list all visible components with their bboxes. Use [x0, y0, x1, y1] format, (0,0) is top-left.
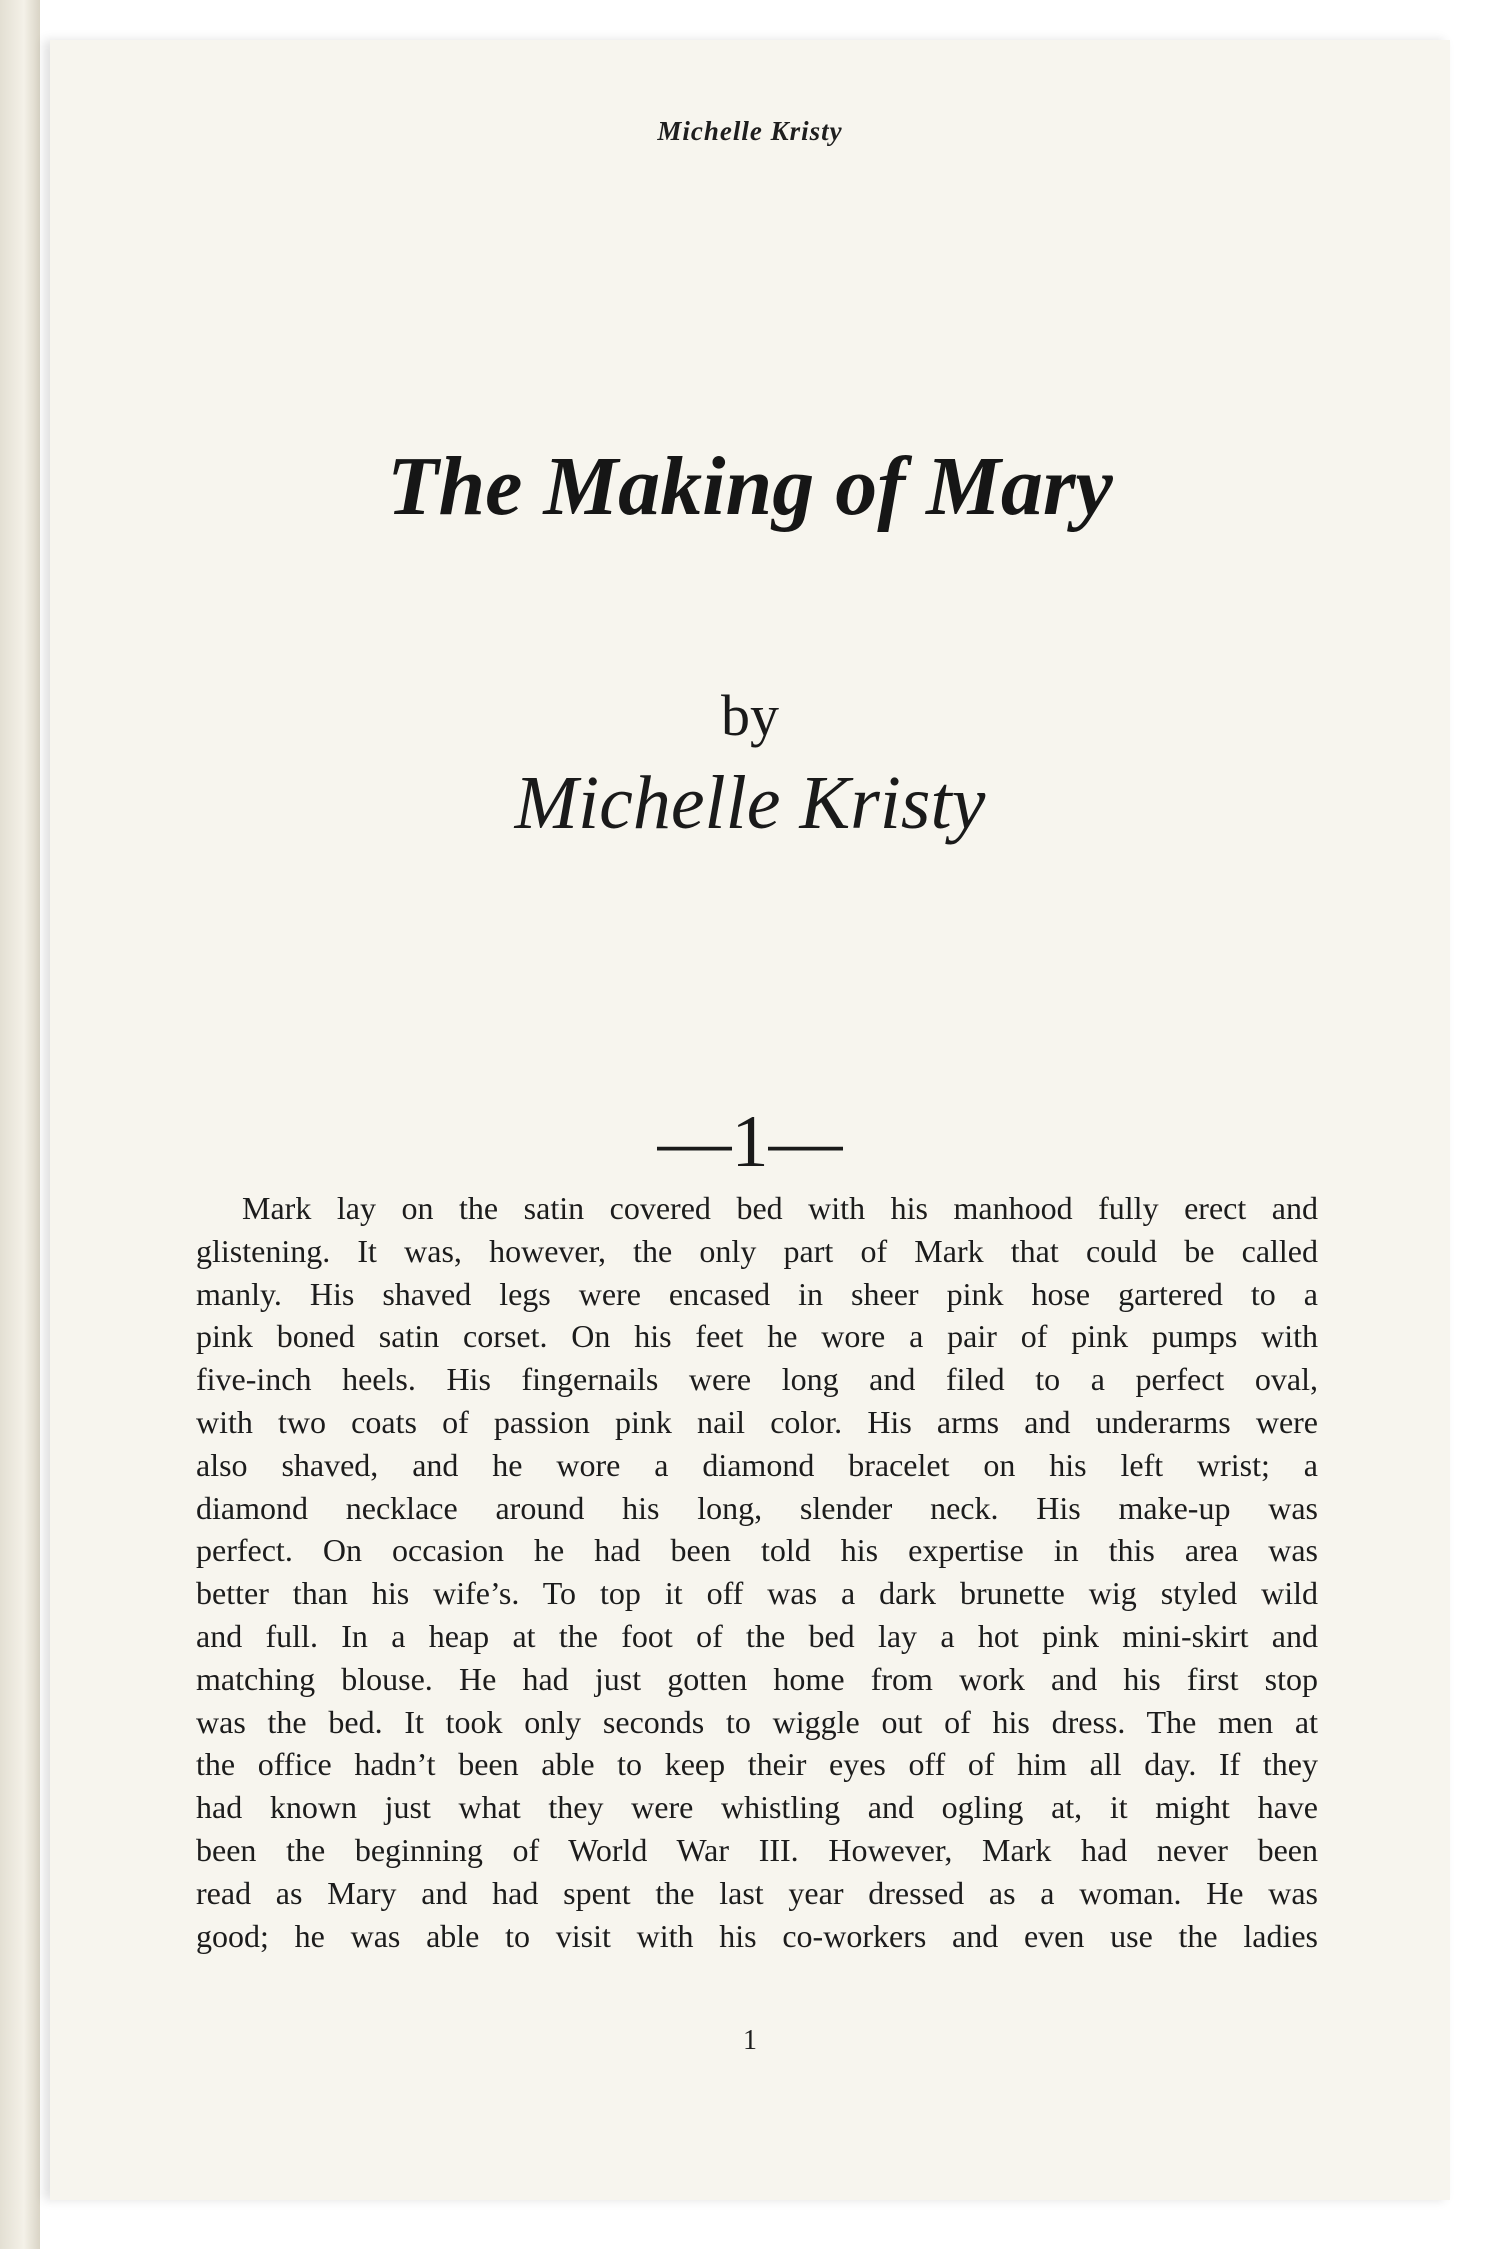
body-line: and full. In a heap at the foot of the bed lay a hot pink mini-skirt and — [196, 1617, 1318, 1654]
author-name: Michelle Kristy — [514, 761, 986, 845]
body-line: diamond necklace around his long, slender neck. His make-up was — [196, 1489, 1318, 1526]
body-line: five-inch heels. His fingernails were long and filed to a perfect oval, — [196, 1361, 1318, 1398]
body-line: matching blouse. He had just gotten home from work and his first stop — [196, 1660, 1318, 1697]
body-line: glistening. It was, however, the only part of Mark that could be called — [196, 1232, 1318, 1269]
body-text — [196, 1187, 1318, 1957]
body-line: read as Mary and had spent the last year dressed as a woman. He was — [196, 1874, 1318, 1911]
book-page — [50, 40, 1450, 2200]
by-line: by — [721, 683, 779, 748]
body-line: better than his wife’s. To top it off was a dark brunette wig styled wild — [196, 1575, 1318, 1612]
body-line: manly. His shaved legs were encased in sheer pink hose gartered to a — [196, 1275, 1318, 1312]
chapter-number: —1— — [657, 1101, 843, 1183]
left-page-edge — [0, 0, 40, 2249]
body-line: good; he was able to visit with his co-workers and even use the ladies — [196, 1917, 1318, 1954]
body-line: also shaved, and he wore a diamond bracelet on his left wrist; a — [196, 1446, 1318, 1483]
body-line: the office hadn’t been able to keep their eyes off of him all day. If they — [196, 1746, 1318, 1783]
running-head: Michelle Kristy — [657, 116, 843, 146]
page-number: 1 — [743, 2025, 757, 2056]
body-line: pink boned satin corset. On his feet he wore a pair of pink pumps with — [196, 1318, 1318, 1355]
book-title: The Making of Mary — [387, 440, 1113, 533]
body-line: Mark lay on the satin covered bed with his manhood fully erect and — [242, 1190, 1318, 1226]
body-line: been the beginning of World War III. However, Mark had never been — [196, 1831, 1318, 1868]
body-line: with two coats of passion pink nail color. His arms and underarms were — [196, 1403, 1318, 1440]
body-line: perfect. On occasion he had been told his expertise in this area was — [196, 1532, 1318, 1569]
body-line: had known just what they were whistling and ogling at, it might have — [196, 1789, 1318, 1826]
body-line: was the bed. It took only seconds to wiggle out of his dress. The men at — [196, 1703, 1318, 1740]
